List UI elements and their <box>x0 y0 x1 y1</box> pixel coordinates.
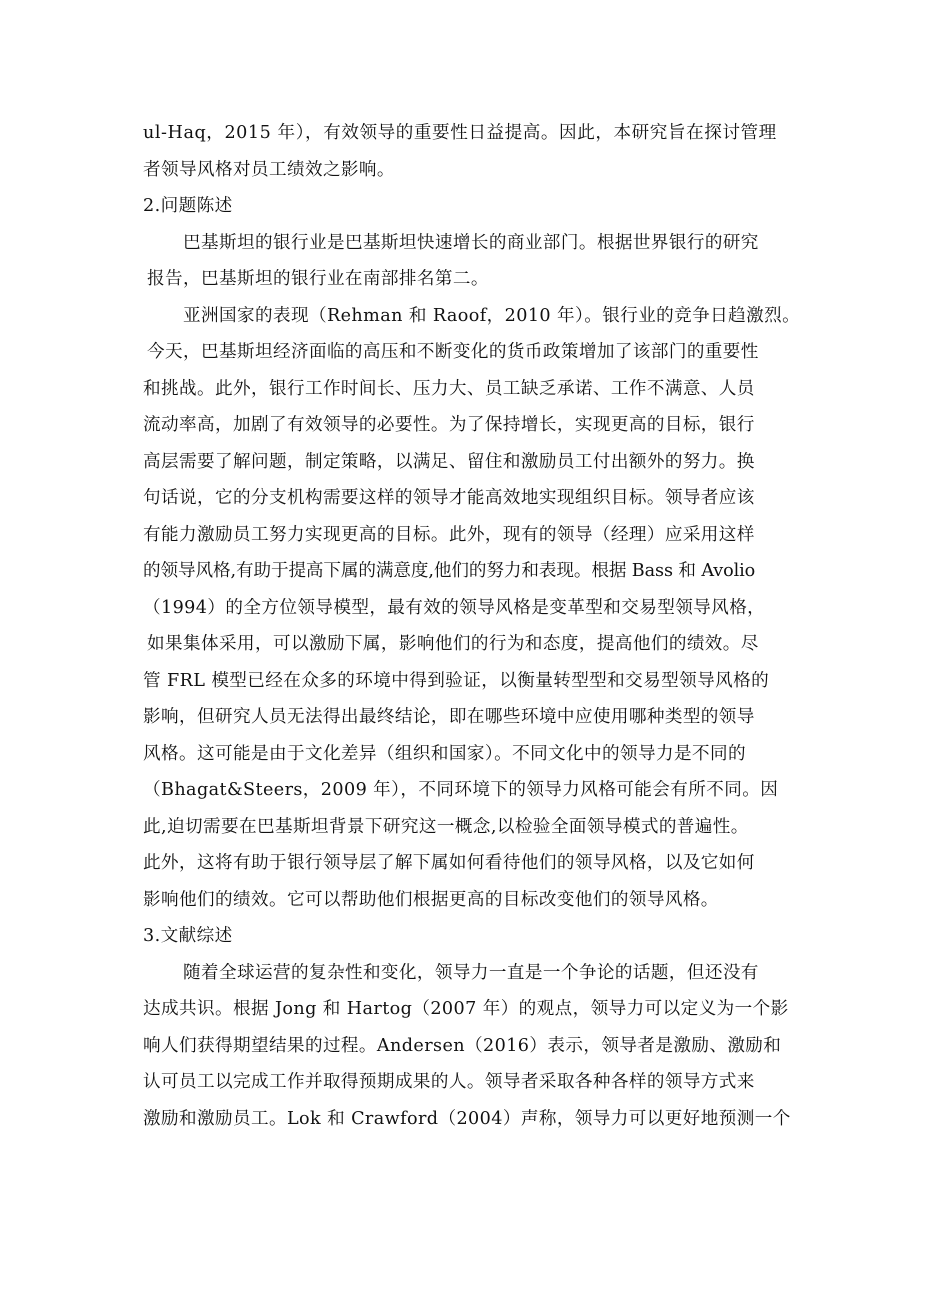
paragraph-line: 者领导风格对员工绩效之影响。 <box>143 159 395 180</box>
section-heading-literature-review: 3.文献综述 <box>143 926 233 946</box>
document-page <box>143 115 801 1137</box>
paragraph-line: 此,迫切需要在巴基斯坦背景下研究这一概念,以检验全面领导模式的普遍性。 <box>143 816 749 837</box>
paragraph-line: （Bhagat&Steers，2009 年），不同环境下的领导力风格可能会有所不同。因 <box>143 780 779 800</box>
paragraph-line: 高层需要了解问题，制定策略，以满足、留住和激励员工付出额外的努力。换 <box>143 451 755 472</box>
paragraph-line: 如果集体采用，可以激励下属，影响他们的行为和态度，提高他们的绩效。尽 <box>147 634 759 654</box>
paragraph-line: 亚洲国家的表现（Rehman 和 Raoof，2010 年）。银行业的竞争日趋激烈。 <box>183 305 801 326</box>
paragraph-line: 激励和激励员工。Lok 和 Crawford（2004）声称，领导力可以更好地预测一个 <box>143 1108 791 1129</box>
paragraph-line: 达成共识。根据 Jong 和 Hartog（2007 年）的观点，领导力可以定义为一个影 <box>143 999 789 1019</box>
paragraph-line: 巴基斯坦的银行业是巴基斯坦快速增长的商业部门。根据世界银行的研究 <box>183 232 759 253</box>
paragraph-line: 此外，这将有助于银行领导层了解下属如何看待他们的领导风格，以及它如何 <box>143 853 755 873</box>
paragraph-line: 影响他们的绩效。它可以帮助他们根据更高的目标改变他们的领导风格。 <box>143 889 719 910</box>
paragraph-line: 风格。这可能是由于文化差异（组织和国家）。不同文化中的领导力是不同的 <box>143 743 746 764</box>
paragraph-line: 句话说，它的分支机构需要这样的领导才能高效地实现组织目标。领导者应该 <box>143 488 755 508</box>
section-heading-problem-statement: 2.问题陈述 <box>143 196 233 216</box>
paragraph-line: 和挑战。此外，银行工作时间长、压力大、员工缺乏承诺、工作不满意、人员 <box>143 378 755 399</box>
paragraph-line: 流动率高，加剧了有效领导的必要性。为了保持增长，实现更高的目标，银行 <box>143 415 755 435</box>
paragraph-line: 响人们获得期望结果的过程。Andersen（2016）表示，领导者是激励、激励和 <box>143 1035 782 1056</box>
paragraph-line: 影响，但研究人员无法得出最终结论，即在哪些环境中应使用哪种类型的领导 <box>143 707 755 727</box>
paragraph-line: 有能力激励员工努力实现更高的目标。此外，现有的领导（经理）应采用这样 <box>143 524 755 545</box>
paragraph-line: 随着全球运营的复杂性和变化，领导力一直是一个争论的话题，但还没有 <box>183 962 759 983</box>
paragraph-line: （1994）的全方位领导模型，最有效的领导风格是变革型和交易型领导风格， <box>143 597 766 618</box>
paragraph-line: 今天，巴基斯坦经济面临的高压和不断变化的货币政策增加了该部门的重要性 <box>147 342 759 362</box>
paragraph-line: 的领导风格,有助于提高下属的满意度,他们的努力和表现。根据 Bass 和 Avolio <box>143 561 756 581</box>
paragraph-line: 认可员工以完成工作并取得预期成果的人。领导者采取各种各样的领导方式来 <box>143 1072 755 1092</box>
paragraph-line: 管 FRL 模型已经在众多的环境中得到验证，以衡量转型型和交易型领导风格的 <box>143 670 770 691</box>
paragraph-line: 报告，巴基斯坦的银行业在南部排名第二。 <box>147 269 489 289</box>
paragraph-line: ul-Haq，2015 年），有效领导的重要性日益提高。因此，本研究旨在探讨管理 <box>143 123 777 143</box>
